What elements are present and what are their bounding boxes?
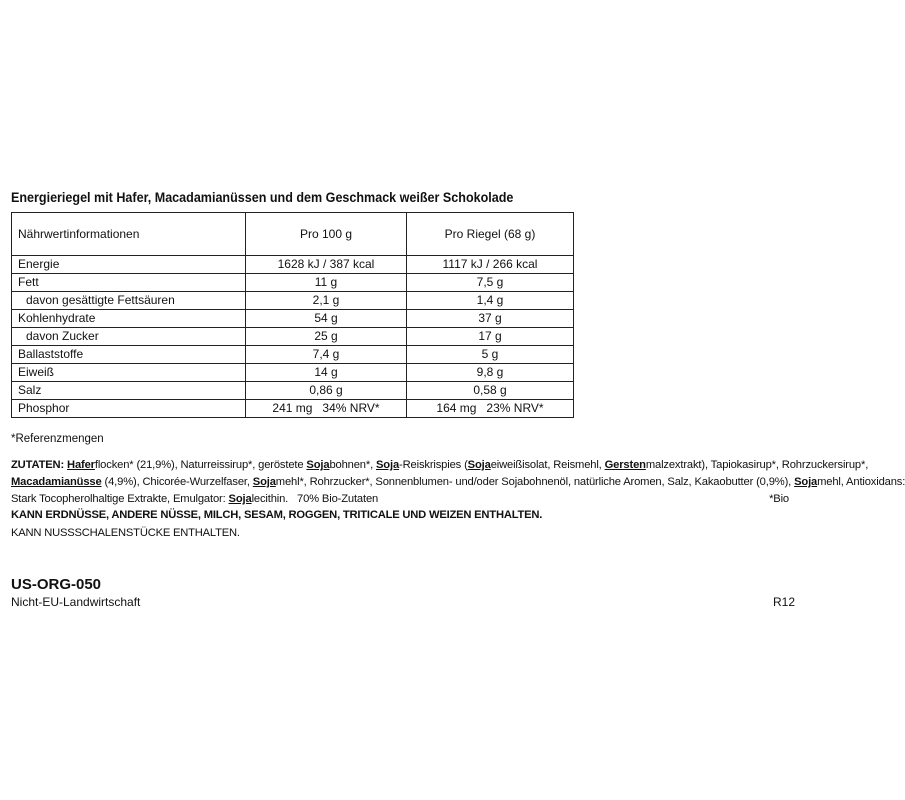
row-label: davon gesättigte Fettsäuren [12,292,246,310]
value-per-100g: 1628 kJ / 387 kcal [246,256,407,274]
value-per-100g: 11 g [246,274,407,292]
table-row [12,346,574,364]
ingredient-text: mehl*, Rohrzucker*, Sonnenblumen- und/oder Sojabohnenöl, natürliche Aromen, Salz, Kakaobutter (0,9%), [275,476,795,488]
value-per-bar: 164 mg 23% NRV* [407,400,574,418]
value-per-bar: 1117 kJ / 266 kcal [407,256,574,274]
table-row [12,256,574,274]
column-header-nutrition: Nährwertinformationen [12,213,246,256]
bio-note: *Bio [769,493,789,505]
nutrition-table [11,212,574,418]
value-per-100g: 14 g [246,364,407,382]
allergen-text: Soja [467,459,491,471]
value-per-bar: 9,8 g [407,364,574,382]
product-title: Energieriegel mit Hafer, Macadamianüssen und dem Geschmack weißer Schokolade [11,190,514,205]
ingredient-text: -Reiskrispies ( [399,459,468,471]
allergen-warning: KANN ERDNÜSSE, ANDERE NÜSSE, MILCH, SESAM, ROGGEN, TRITICALE UND WEIZEN ENTHALTEN. [11,509,543,521]
allergen-text: Gersten [604,459,646,471]
origin-note: Nicht-EU-Landwirtschaft [11,595,141,609]
table-row [12,274,574,292]
row-label: Ballaststoffe [12,346,246,364]
row-label: davon Zucker [12,328,246,346]
allergen-text: Soja [376,459,400,471]
row-label: Eiweiß [12,364,246,382]
value-per-100g: 0,86 g [246,382,407,400]
value-per-bar: 0,58 g [407,382,574,400]
allergen-text: Soja [306,459,330,471]
column-header-per-100g: Pro 100 g [246,213,407,256]
ingredient-text: Stark Tocopherolhaltige Extrakte, Emulgator: [11,493,229,505]
certification-code: US-ORG-050 [11,576,102,593]
ingredients-block [11,457,905,508]
value-per-100g: 54 g [246,310,407,328]
allergen-text: Soja [252,476,276,488]
value-per-bar: 37 g [407,310,574,328]
nut-shell-warning: KANN NUSSSCHALENSTÜCKE ENTHALTEN. [11,527,240,539]
table-row [12,382,574,400]
ingredients-line [11,474,905,491]
allergen-text: Hafer [67,459,95,471]
value-per-100g: 25 g [246,328,407,346]
allergen-text: Soja [794,476,818,488]
table-row [12,400,574,418]
row-label: Kohlenhydrate [12,310,246,328]
ingredient-text: bohnen*, [329,459,376,471]
ingredient-text: lecithin. 70% Bio-Zutaten [251,493,379,505]
table-row [12,364,574,382]
ingredients-heading: ZUTATEN: [11,459,68,471]
ingredient-text: malzextrakt), Tapiokasirup*, Rohrzuckersirup*, [645,459,869,471]
nutrition-table-header [12,213,574,256]
value-per-100g: 2,1 g [246,292,407,310]
row-label: Phosphor [12,400,246,418]
value-per-bar: 17 g [407,328,574,346]
table-row [12,310,574,328]
value-per-bar: 7,5 g [407,274,574,292]
value-per-bar: 5 g [407,346,574,364]
row-label: Energie [12,256,246,274]
value-per-100g: 241 mg 34% NRV* [246,400,407,418]
ingredient-text: eiweißisolat, Reismehl, [490,459,605,471]
row-label: Salz [12,382,246,400]
value-per-100g: 7,4 g [246,346,407,364]
reference-note: *Referenzmengen [11,433,104,445]
value-per-bar: 1,4 g [407,292,574,310]
ingredients-line [11,491,801,508]
allergen-text: Macadamianüsse [11,476,102,488]
ingredients-line [11,457,869,474]
table-row [12,328,574,346]
allergen-text: Soja [228,493,252,505]
row-label: Fett [12,274,246,292]
table-row [12,292,574,310]
ingredient-text: mehl, Antioxidans: [817,476,905,488]
column-header-per-bar: Pro Riegel (68 g) [407,213,574,256]
ingredient-text: (4,9%), Chicorée-Wurzelfaser, [101,476,253,488]
reference-code: R12 [773,595,796,609]
ingredient-text: flocken* (21,9%), Naturreissirup*, geröstete [94,459,307,471]
